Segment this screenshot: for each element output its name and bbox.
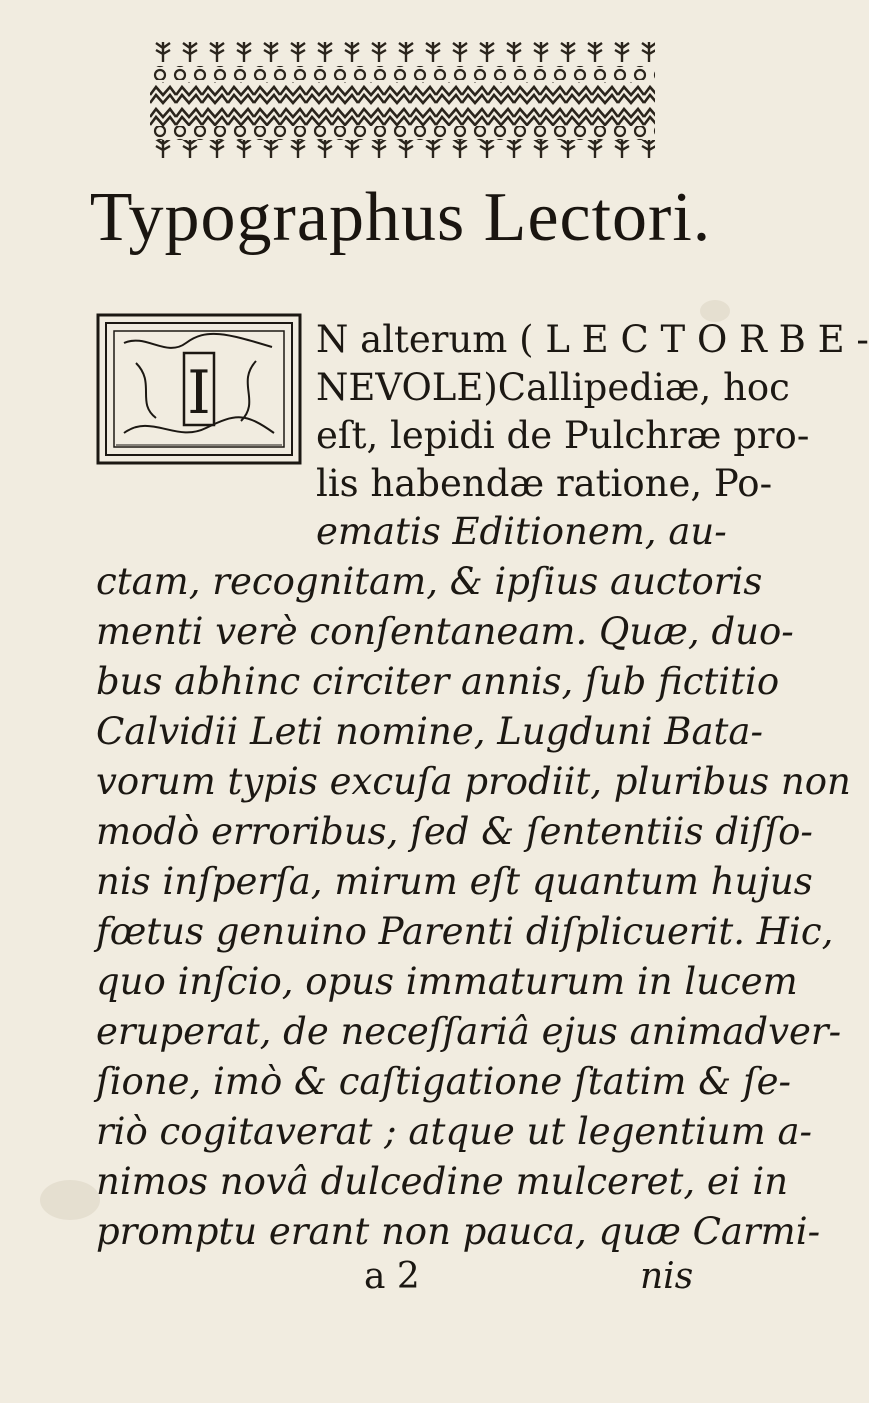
text-line: nis inſperſa, mirum eſt quantum hujus <box>96 860 813 903</box>
text-line: eſt, lepidi de Pulchræ pro- <box>316 414 810 457</box>
svg-text:I: I <box>187 358 211 428</box>
text-line: menti verè conſentaneam. Quæ, duo- <box>96 610 794 653</box>
text-line: promptu erant non pauca, quæ Carmi- <box>96 1210 821 1253</box>
text-line: ctam, recognitam, & ipſius auctoris <box>96 560 763 603</box>
text-line: Calvidii Leti nomine, Lugduni Bata- <box>96 710 763 753</box>
text-line: vorum typis excuſa prodiit, pluribus non <box>96 760 851 803</box>
text-line: fœtus genuino Parenti diſplicuerit. Hic, <box>96 910 834 953</box>
signature-mark: a 2 <box>364 1256 420 1297</box>
text-line: quo inſcio, opus immaturum in lucem <box>96 960 798 1003</box>
text-line: N alterum ( L E C T O R B E - <box>316 318 869 361</box>
text-line: ſione, imò & caſtigatione ſtatim & ſe- <box>96 1060 792 1103</box>
text-line: riò cogitaverat ; atque ut legentium a- <box>96 1110 813 1153</box>
text-line: nimos novâ dulcedine mulceret, ei in <box>96 1160 789 1203</box>
page-title: Typographus Lectori. <box>89 179 712 256</box>
text-line: eruperat, de neceſſariâ ejus animadver- <box>96 1010 842 1053</box>
text-line: NEVOLE)Callipediæ, hoc <box>316 366 790 409</box>
text-line: ematis Editionem, au- <box>316 510 727 553</box>
text-line: lis habendæ ratione, Po- <box>316 462 773 505</box>
text-line: modò erroribus, ſed & ſententiis diſſo- <box>96 810 813 853</box>
catchword: nis <box>640 1256 694 1297</box>
text-line: bus abhinc circiter annis, ſub fictitio <box>96 660 780 703</box>
